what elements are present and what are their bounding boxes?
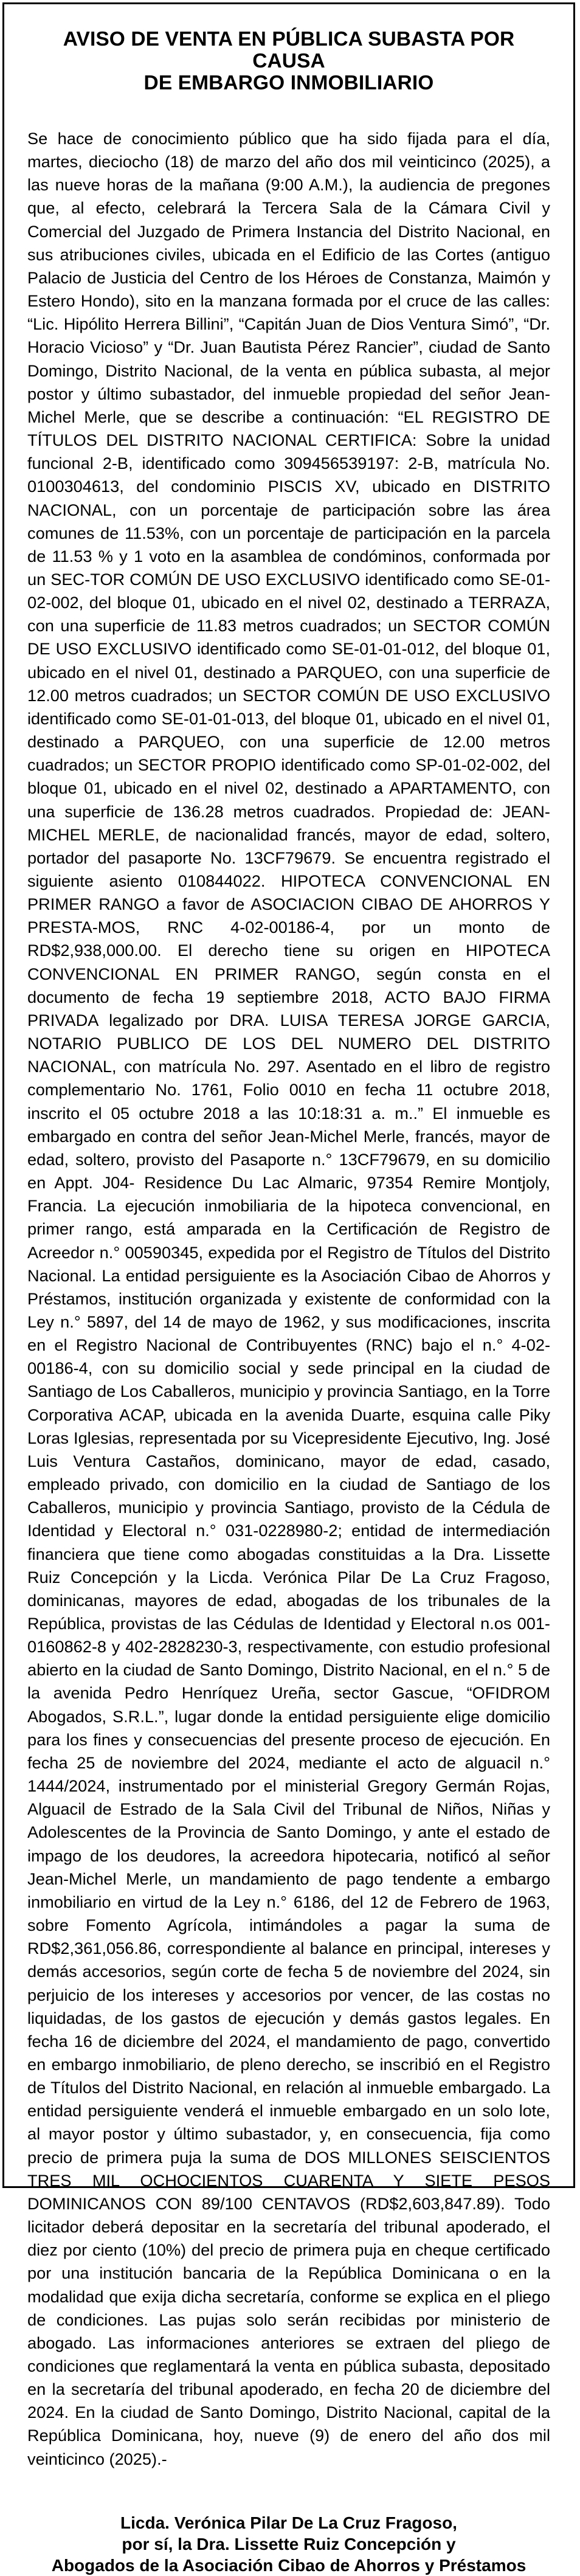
notice-title [27,29,550,94]
notice-title-line-1: AVISO DE VENTA EN PÚBLICA SUBASTA POR CAUSA [63,28,515,72]
notice-body: Se hace de conocimiento público que ha sido fijada para el día, martes, dieciocho (18) de marzo del año dos mil veinticinco (2025), a las nueve horas de la mañana (9:00 A.M.), la audiencia de pregones que, al efecto, celebrará la Tercera Sala de la Cámara Civil y Comercial del Juzgado de Primera Instancia del Distrito Nacional, en sus atribuciones civiles, ubicada en el Edificio de las Cortes (antiguo Palacio de Justicia del Centro de los Héroes de Constanza, Maimón y Estero Hondo), sito en la manzana formada por el cruce de las calles: “Lic. Hipólito Herrera Billini”, “Capitán Juan de Dios Ventura Simó”, “Dr. Horacio Vicioso” y “Dr. Juan Bautista Pérez Rancier”, ciudad de Santo Domingo, Distrito Nacional, de la venta en pública subasta, al mejor postor y último subastador, del inmueble propiedad del señor Jean-Michel Merle, que se describe a continuación: “EL REGISTRO DE TÍTULOS DEL DISTRITO NACIONAL CERTIFICA: Sobre la unidad funcional 2-B, identificado como 309456539197: 2-B, matrícula No. 0100304613, del condominio PISCIS XV, ubicado en DISTRITO NACIONAL, con un porcentaje de participación sobre las área comunes de 11.53%, con un porcentaje de participación en la parcela de 11.53 % y 1 voto en la asamblea de condóminos, conformada por un SEC-TOR COMÚN DE USO EXCLUSIVO identificado como SE-01-02-002, del bloque 01, ubicado en el nivel 02, destinado a TERRAZA, con una superficie de 11.83 metros cuadrados; un SECTOR COMÚN DE USO EXCLUSIVO identificado como SE-01-01-012, del bloque 01, ubicado en el nivel 01, destinado a PARQUEO, con una superficie de 12.00 metros cuadrados; un SECTOR COMÚN DE USO EXCLUSIVO identificado como SE-01-01-013, del bloque 01, ubicado en el nivel 01, destinado a PARQUEO, con una superficie de 12.00 metros cuadrados; un SECTOR PROPIO identificado como SP-01-02-002, del bloque 01, ubicado en el nivel 02, destinado a APARTAMENTO, con una superficie de 136.28 metros cuadrados. Propiedad de: JEAN-MICHEL MERLE, de nacionalidad francés, mayor de edad, soltero, portador del pasaporte No. 13CF79679. Se encuentra registrado el siguiente asiento 010844022. HIPOTECA CONVENCIONAL EN PRIMER RANGO a favor de ASOCIACION CIBAO DE AHORROS Y PRESTA-MOS, RNC 4-02-00186-4, por un monto de RD$2,938,000.00. El derecho tiene su origen en HIPOTECA CONVENCIONAL EN PRIMER RANGO, según consta en el documento de fecha 19 septiembre 2018, ACTO BAJO FIRMA PRIVADA legalizado por DRA. LUISA TERESA JORGE GARCIA, NOTARIO PUBLICO DE LOS DEL NUMERO DEL DISTRITO NACIONAL, con matrícula No. 297. Asentado en el libro de registro complementario No. 1761, Folio 0010 en fecha 11 octubre 2018, inscrito el 05 octubre 2018 a las 10:18:31 a. m..” El inmueble es embargado en contra del señor Jean-Michel Merle, francés, mayor de edad, soltero, provisto del Pasaporte n.° 13CF79679, en su domicilio en Appt. J04- Residence Du Lac Almaric, 97354 Remire Montjoly, Francia. La ejecución inmobiliaria de la hipoteca convencional, en primer rango, está amparada en la Certificación de Registro de Acreedor n.° 00590345, expedida por el Registro de Títulos del Distrito Nacional. La entidad persiguiente es la Asociación Cibao de Ahorros y Préstamos, institución organizada y existente de conformidad con la Ley n.° 5897, del 14 de mayo de 1962, y sus modificaciones, inscrita en el Registro Nacional de Contribuyentes (RNC) bajo el n.° 4-02-00186-4, con su domicilio social y sede principal en la ciudad de Santiago de Los Caballeros, municipio y provincia Santiago, en la Torre Corporativa ACAP, ubicada en la avenida Duarte, esquina calle Piky Loras Iglesias, representada por su Vicepresidente Ejecutivo, Ing. José Luis Ventura Castaños, dominicano, mayor de edad, casado, empleado privado, con domicilio en la ciudad de Santiago de los Caballeros, municipio y provincia Santiago, provisto de la Cédula de Identidad y Electoral n.° 031-0228980-2; entidad de intermediación financiera que tiene como abogadas constituidas a la Dra. Lissette Ruiz Concepción y la Licda. Verónica Pilar De La Cruz Fragoso, dominicanas, mayores de edad, abogadas de los tribunales de la República, provistas de las Cédulas de Identidad y Electoral n.os 001-0160862-8 y 402-2828230-3, respectivamente, con estudio profesional abierto en la ciudad de Santo Domingo, Distrito Nacional, en el n.° 5 de la avenida Pedro Henríquez Ureña, sector Gascue, “OFIDROM Abogados, S.R.L.”, lugar donde la entidad persiguiente elige domicilio para los fines y consecuencias del presente proceso de ejecución. En fecha 25 de noviembre del 2024, mediante el acto de alguacil n.° 1444/2024, instrumentado por el ministerial Gregory Germán Rojas, Alguacil de Estrado de la Sala Civil del Tribunal de Niños, Niñas y Adolescentes de la Provincia de Santo Domingo, y ante el estado de impago de los deudores, la acreedora hipotecaria, notificó al señor Jean-Michel Merle, un mandamiento de pago tendente a embargo inmobiliario en virtud de la Ley n.° 6186, del 12 de Febrero de 1963, sobre Fomento Agrícola, intimándoles a pagar la suma de RD$2,361,056.86, correspondiente al balance en principal, intereses y demás accesorios, según corte de fecha 5 de noviembre del 2024, sin perjuicio de los intereses y accesorios por vencer, de las costas no liquidadas, de los gastos de ejecución y demás gastos legales. En fecha 16 de diciembre del 2024, el mandamiento de pago, convertido en embargo inmobiliario, de pleno derecho, se inscribió en el Registro de Títulos del Distrito Nacional, en relación al inmueble embargado. La entidad persiguiente venderá el inmueble embargado en un solo lote, al mayor postor y último subastador, y, en consecuencia, fija como precio de primera puja la suma de DOS MILLONES SEISCIENTOS TRES MIL OCHOCIENTOS CUARENTA Y SIETE PESOS DOMINICANOS CON 89/100 CENTAVOS (RD$2,603,847.89). Todo licitador deberá depositar en la secretaría del tribunal apoderado, el diez por ciento (10%) del precio de primera puja en cheque certificado por una institución bancaria de la República Dominicana o en la modalidad que exija dicha secretaría, conforme se explica en el pliego de condiciones. Las pujas solo serán recibidas por ministerio de abogado. Las informaciones anteriores se extraen del pliego de condiciones que reglamentará la venta en pública subasta, depositado en la secretaría del tribunal apoderado, en fecha 20 de diciembre del 2024. En la ciudad de Santo Domingo, Distrito Nacional, capital de la República Dominicana, hoy, nueve (9) de enero del año dos mil veinticinco (2025).- [27,129,550,2468]
notice-title-line-2: DE EMBARGO INMOBILIARIO [143,72,434,94]
notice-frame [2,2,575,2575]
signature-line-1: Licda. Verónica Pilar De La Cruz Fragoso, [120,2513,457,2532]
signature-line-2: por sí, la Dra. Lissette Ruiz Concepción y [122,2534,456,2553]
notice-signature [27,2512,550,2576]
notice-content [27,29,550,2576]
signature-line-3: Abogados de la Asociación Cibao de Ahorros y Préstamos [51,2555,526,2575]
